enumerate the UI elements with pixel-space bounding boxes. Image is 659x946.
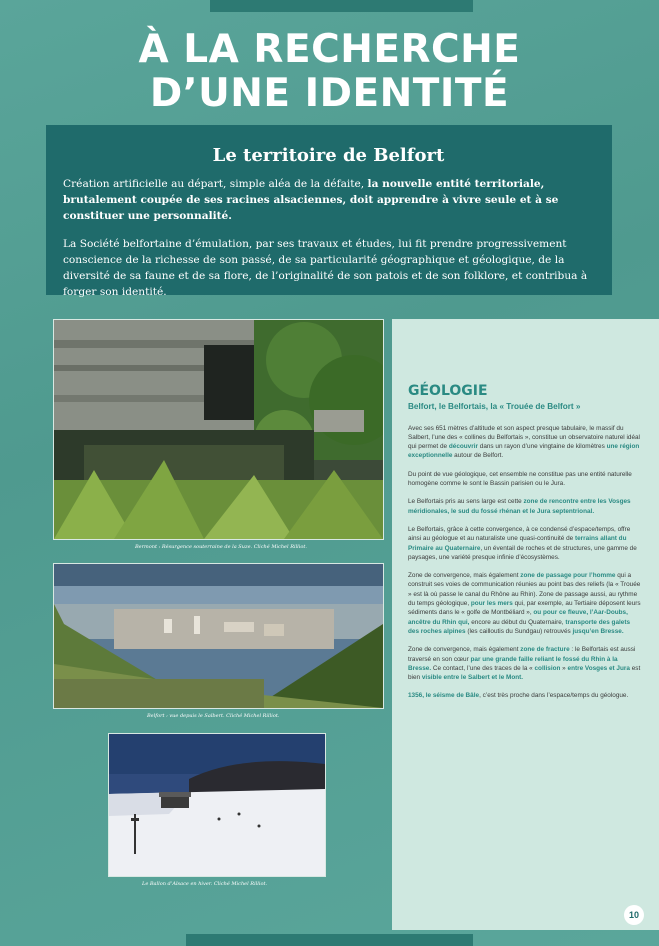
intro-p1-bold: la nouvelle entité territoriale, brutalement coupée de ses racines alsaciennes, doit apprendre à vivre seule et à se constituer une personnalité. [63, 178, 559, 222]
page-title-line-1: À LA RECHERCHE [138, 27, 521, 72]
geologie-heading: GÉOLOGIE [408, 383, 488, 399]
photo-belfort-view-caption: Belfort : vue depuis le Salbert. Cliché Michel Rilliot. [147, 713, 280, 719]
page-title-line-2: D’UNE IDENTITÉ [149, 71, 510, 116]
intro-paragraph-1 [63, 176, 594, 224]
intro-p1-plain: Création artificielle au départ, simple aléa de la défaite, [63, 178, 368, 190]
geologie-panel [392, 319, 659, 930]
page-number: 10 [624, 905, 644, 925]
photo-resurgence-caption: Bermont : Résurgence souterraine de la Suze. Cliché Michel Rilliot. [135, 544, 307, 550]
geologie-paragraph-7: 1356, le séisme de Bâle, c’est très proche dans l’espace/temps du géologue. [408, 692, 629, 700]
geologie-paragraph-5: Zone de convergence, mais également zone de passage pour l’homme qui a construit ses voies de communication réunies au point bas des reliefs (la « Trouée » est là où passe le canal du Rhône au Rhin). Zone de passage aussi, au rythme du temps géologique, pour les mers qui, par exemple, au Tertiaire déposent leurs sédiments dans le « golfe de Montbéliard », ou pour ce fleuve, l’Aar-Doubs, ancêtre du Rhin qui, encore au début du Quaternaire, transporte des galets des roches alpines (les cailloutis du Sundgau) retrouvés jusqu’en Bresse. [408, 572, 641, 635]
intro-heading: Le territoire de Belfort [212, 145, 445, 166]
top-decorative-bar [210, 0, 473, 12]
geologie-paragraph-6: Zone de convergence, mais également zone de fracture : le Belfortais est aussi traversé en son cœur par une grande faille reliant le fossé du Rhin à la Bresse. Ce contact, l’une des traces de la « collision » entre Vosges et Jura est bien visible entre le Salbert et le Mont. [408, 646, 641, 682]
page-title [0, 28, 659, 116]
geologie-subtitle: Belfort, le Belfortais, la « Trouée de Belfort » [408, 402, 581, 412]
geologie-paragraph-2: Du point de vue géologique, cet ensemble ne constitue pas une entité naturelle homogène comme le sont le Bassin parisien ou le Jura. [408, 470, 632, 488]
geologie-paragraph-4: Le Belfortais, grâce à cette convergence, à ce condensé d’espace/temps, offre ainsi au géologue et au naturaliste une quasi-continuité de terrains allant du Primaire au Quaternaire, un éventail de roches et de structures, une gamme de paysages, une variété presque infinie d’écosystèmes. [408, 525, 637, 561]
bottom-decorative-bar [186, 934, 473, 946]
photo-ballon-alsace [108, 733, 326, 877]
geologie-paragraph-1: Avec ses 651 mètres d’altitude et son aspect presque tabulaire, le massif du Salbert, l’une des « collines du Belfortais », constitue un observatoire naturel idéal qui permet de découvrir dans un rayon d’une vingtaine de kilomètres une région exceptionnelle autour de Belfort. [408, 424, 640, 460]
intro-paragraph-2: La Société belfortaine d’émulation, par ses travaux et études, lui fit prendre progressivement conscience de la richesse de son passé, de sa particularité géographique et géologique, de la diversité de sa faune et de sa flore, de l’originalité de son patois et de son folklore, et contribua à forger son identité. [63, 238, 588, 298]
photo-resurgence [53, 319, 384, 540]
photo-belfort-view [53, 563, 384, 709]
geologie-paragraph-3: Le Belfortais pris au sens large est cette zone de rencontre entre les Vosges méridionales, le sud du fossé rhénan et le Jura septentrional. [408, 498, 631, 515]
intro-box [46, 125, 612, 298]
photo-ballon-alsace-caption: Le Ballon d’Alsace en hiver. Cliché Michel Rilliot. [142, 881, 268, 887]
